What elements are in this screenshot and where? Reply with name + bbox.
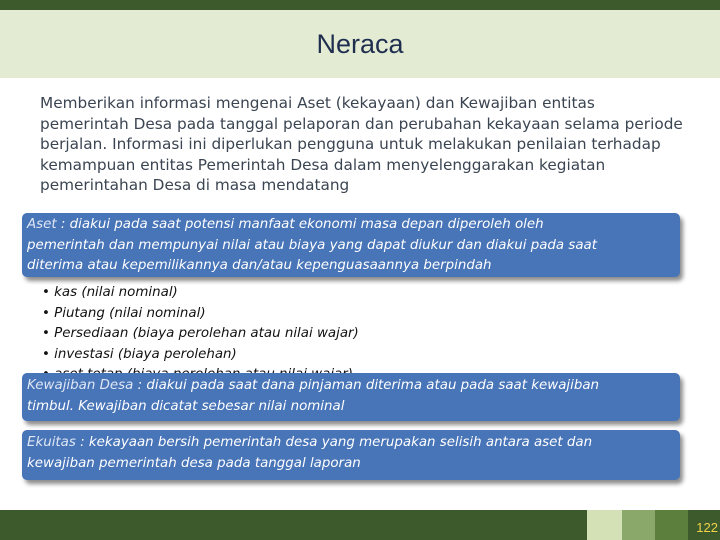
ekuitas-text: : kekayaan bersih pemerintah desa yang merupakan selisih antara aset dan <box>75 435 593 450</box>
slide-title: Neraca <box>316 28 404 59</box>
list-item: • kas (nilai nominal) <box>42 285 178 300</box>
kewajiban-line-2: timbul. Kewajiban dicatat sebesar nilai nominal <box>27 398 345 414</box>
list-item: • investasi (biaya perolehan) <box>42 346 237 362</box>
ekuitas-line-2: kewajiban pemerintah desa pada tanggal laporan <box>27 455 361 471</box>
aset-line-3: diterima atau kepemilikannya dan/atau kepenguasaannya berpindah <box>27 258 492 273</box>
aset-line-1 <box>27 215 680 236</box>
aset-term: Aset <box>27 217 57 232</box>
kewajiban-term: Kewajiban Desa <box>27 378 134 393</box>
intro-line: berjalan. Informasi ini diperlukan pengguna untuk melakukan penilaian terhadap <box>40 135 661 153</box>
intro-line: Memberikan informasi mengenai Aset (kekayaan) dan Kewajiban entitas <box>40 94 595 112</box>
aset-definition-box <box>22 213 680 277</box>
aset-line-2: pemerintah dan mempunyai nilai atau biaya yang dapat diukur dan diakui pada saat <box>27 237 598 253</box>
intro-paragraph <box>40 93 720 196</box>
kewajiban-line-1 <box>27 376 680 397</box>
kewajiban-definition-box <box>22 373 680 421</box>
list-item: • Piutang (nilai nominal) <box>42 305 206 321</box>
intro-line: pemerintahan Desa di masa mendatang <box>40 176 350 194</box>
aset-text: : diakui pada saat potensi manfaat ekonomi masa depan diperoleh oleh <box>56 217 544 232</box>
footer-square-dark <box>655 510 688 540</box>
footer-square-light <box>587 510 622 540</box>
ekuitas-definition-box <box>22 430 680 480</box>
ekuitas-term: Ekuitas <box>27 435 76 450</box>
top-accent-bar <box>0 0 720 10</box>
intro-line: kemampuan entitas Pemerintah Desa dalam menyelenggarakan kegiatan <box>40 155 606 174</box>
kewajiban-text: : diakui pada saat dana pinjaman diterima atau pada saat kewajiban <box>133 378 600 393</box>
ekuitas-line-1 <box>27 433 680 454</box>
aset-bullet-list <box>42 283 442 371</box>
list-item: • Persediaan (biaya perolehan atau nilai wajar) <box>42 326 359 341</box>
intro-line: pemerintah Desa pada tanggal pelaporan dan perubahan kekayaan selama periode <box>40 114 683 133</box>
page-number: 122 <box>688 510 720 540</box>
title-band <box>0 10 720 78</box>
footer-bar <box>0 510 587 540</box>
footer-square-medium <box>622 510 655 540</box>
